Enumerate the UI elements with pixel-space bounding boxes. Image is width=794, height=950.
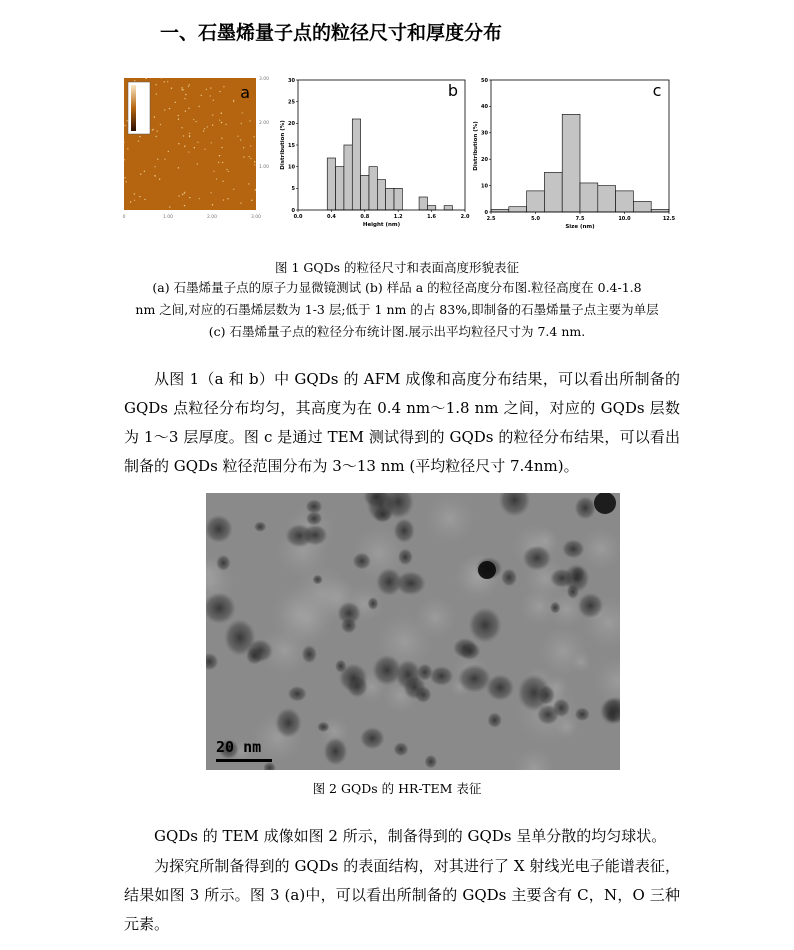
y-tick-label: 50 xyxy=(481,77,488,84)
afm-particle xyxy=(168,151,169,152)
afm-particle xyxy=(154,116,155,117)
quantum-dot xyxy=(323,737,347,765)
afm-particle xyxy=(223,86,224,87)
afm-particle xyxy=(184,145,185,146)
y-tick-label: 30 xyxy=(481,130,488,137)
quantum-dot xyxy=(317,722,330,733)
tem-background-variation xyxy=(279,591,334,646)
x-tick-label: 2.0 xyxy=(460,214,470,220)
afm-particle xyxy=(222,162,223,163)
afm-particle xyxy=(181,87,182,88)
y-tick-label: 10 xyxy=(481,183,488,190)
figure1-caption-title: 图 1 GQDs 的粒径尺寸和表面高度形貌表征 xyxy=(274,260,520,275)
dense-particle xyxy=(478,561,496,579)
dense-particle xyxy=(594,493,616,514)
afm-particle xyxy=(185,110,186,111)
bar xyxy=(336,167,344,210)
afm-particle xyxy=(189,133,190,134)
hr-tem-texture xyxy=(206,493,620,770)
afm-particle xyxy=(164,159,165,160)
afm-particle xyxy=(210,87,211,88)
quantum-dot xyxy=(288,686,307,702)
quantum-dot xyxy=(424,755,437,769)
quantum-dot xyxy=(575,707,590,721)
afm-particle xyxy=(197,142,198,143)
paragraph-afm-results: 从图 1（a 和 b）中 GQDs 的 AFM 成像和高度分布结果，可以看出所制备的 GQDs 点粒径分布均匀，其高度为在 0.4 nm～1.8 nm 之间，对应的 GQDs 层数为 1～3 层厚度。图 c 是通过 TEM 测试得到的 GQDs 的粒径分布结果，可以看出制备的 GQDs 粒径范围分布为 3～13 nm (平均粒径尺寸 7.4nm)。 xyxy=(124,370,680,475)
afm-particle xyxy=(243,156,244,157)
quantum-dot xyxy=(393,518,414,543)
figure1-caption-line2: nm 之间,对应的石墨烯层数为 1-3 层;低于 1 nm 的占 83%,即制备的石墨烯量子点主要为单层 xyxy=(135,302,659,317)
bar xyxy=(427,206,435,210)
afm-particle xyxy=(203,130,204,131)
size-distribution-chart-c xyxy=(473,78,676,230)
afm-particle xyxy=(161,77,162,78)
afm-particle xyxy=(250,145,251,146)
x-tick-label: 1.2 xyxy=(393,214,403,220)
afm-particle xyxy=(189,84,190,85)
afm-particle xyxy=(178,143,179,144)
afm-particle xyxy=(250,158,251,159)
figure1-caption-line3: (c) 石墨烯量子点的粒径分布统计图.展示出平均粒径尺寸为 7.4 nm. xyxy=(208,324,586,339)
afm-particle xyxy=(164,109,165,110)
quantum-dot xyxy=(550,602,561,614)
afm-particle xyxy=(213,171,214,172)
afm-particle xyxy=(197,163,198,164)
bar xyxy=(580,183,598,212)
panel-a-y-tick: 2.00 xyxy=(259,121,270,126)
afm-particle xyxy=(251,200,252,201)
x-axis-label: Size (nm) xyxy=(565,224,595,230)
afm-particle xyxy=(240,202,241,203)
afm-particle xyxy=(127,148,128,149)
afm-particle xyxy=(169,206,170,207)
afm-particle xyxy=(188,86,189,87)
afm-particle xyxy=(193,119,194,120)
afm-particle xyxy=(156,93,157,94)
y-tick-label: 20 xyxy=(481,157,488,163)
afm-particle xyxy=(126,181,127,182)
quantum-dot xyxy=(564,564,590,593)
quantum-dot xyxy=(367,597,378,610)
scale-bar-label: 20 nm xyxy=(216,738,262,756)
afm-particle xyxy=(188,108,189,109)
quantum-dot xyxy=(403,675,426,700)
quantum-dot xyxy=(469,607,502,643)
afm-particle xyxy=(248,183,249,184)
panel-a-y-tick: 3.00 xyxy=(259,77,270,82)
y-tick-label: 40 xyxy=(481,104,488,111)
bar xyxy=(598,186,616,212)
afm-particle xyxy=(221,138,222,139)
afm-particle xyxy=(242,112,243,113)
afm-particle xyxy=(204,149,205,150)
afm-particle xyxy=(233,101,234,102)
afm-particle xyxy=(156,130,157,131)
afm-particle xyxy=(233,100,234,101)
afm-particle xyxy=(126,120,127,121)
afm-particle xyxy=(237,136,238,137)
afm-particle xyxy=(184,205,185,206)
afm-particle xyxy=(204,128,205,129)
figure-1 xyxy=(118,72,688,242)
afm-particle xyxy=(254,164,255,165)
quantum-dot xyxy=(302,524,328,545)
panel-a-x-tick: 0 xyxy=(122,215,126,220)
bar xyxy=(419,197,427,210)
quantum-dot xyxy=(396,571,426,595)
quantum-dot xyxy=(487,712,502,728)
afm-particle xyxy=(140,173,141,174)
afm-particle xyxy=(124,125,125,126)
quantum-dot xyxy=(341,618,357,634)
panel-label: c xyxy=(652,81,662,100)
afm-particle xyxy=(182,89,183,90)
afm-particle xyxy=(221,113,222,114)
tem-background-variation xyxy=(425,493,475,543)
bar xyxy=(377,180,385,210)
bar xyxy=(633,201,651,212)
afm-particle xyxy=(228,171,229,172)
y-tick-label: 15 xyxy=(288,142,295,149)
afm-particle xyxy=(160,124,161,125)
afm-particle xyxy=(227,198,228,199)
afm-particle xyxy=(178,167,179,168)
afm-particle xyxy=(134,80,135,81)
afm-particle xyxy=(221,122,222,123)
x-tick-label: 2.5 xyxy=(486,216,496,222)
bar xyxy=(352,119,360,210)
afm-particle xyxy=(189,136,190,137)
quantum-dot xyxy=(353,552,372,569)
x-tick-label: 12.5 xyxy=(662,216,676,222)
afm-particle xyxy=(134,200,135,201)
quantum-dot xyxy=(372,655,401,686)
hr-tem-image xyxy=(206,493,620,770)
afm-particle xyxy=(139,196,140,197)
bar xyxy=(369,167,377,210)
afm-particle xyxy=(255,189,256,190)
afm-particle xyxy=(194,147,195,148)
quantum-dot xyxy=(275,708,302,738)
afm-particle xyxy=(223,199,224,200)
x-tick-label: 0.4 xyxy=(326,214,336,220)
panel-label: b xyxy=(447,81,459,100)
figure2-caption: 图 2 GQDs 的 HR-TEM 表征 xyxy=(312,781,482,796)
section-heading: 一、石墨烯量子点的粒径尺寸和厚度分布 xyxy=(160,22,503,44)
afm-particle xyxy=(159,178,160,179)
quantum-dot xyxy=(552,698,570,717)
quantum-dot xyxy=(522,545,551,571)
bar xyxy=(444,206,452,210)
y-axis-label: Distribution (%) xyxy=(280,120,286,170)
afm-particle xyxy=(218,162,219,163)
y-axis-label: Distribution (%) xyxy=(473,121,479,171)
quantum-dot xyxy=(393,742,408,756)
afm-particle xyxy=(130,201,131,202)
y-tick-label: 25 xyxy=(288,99,295,106)
bar xyxy=(509,207,527,212)
quantum-dot xyxy=(562,539,585,558)
quantum-dot xyxy=(360,727,385,749)
afm-particle xyxy=(157,159,158,160)
afm-particle xyxy=(226,169,227,170)
x-tick-label: 7.5 xyxy=(575,216,585,222)
bar xyxy=(327,158,335,210)
y-tick-label: 0 xyxy=(484,209,488,216)
quantum-dot xyxy=(216,555,230,571)
afm-particle xyxy=(182,194,183,195)
quantum-dot xyxy=(459,642,481,661)
tem-background-variation xyxy=(538,626,588,676)
figure1-caption-line1: (a) 石墨烯量子点的原子力显微镜测试 (b) 样品 a 的粒径高度分布图.粒径高度在 0.4-1.8 xyxy=(152,280,642,295)
afm-particle xyxy=(240,139,241,140)
afm-particle xyxy=(183,135,184,136)
afm-particle xyxy=(199,198,200,199)
x-tick-label: 0.8 xyxy=(360,214,370,220)
bar xyxy=(344,145,352,210)
panel-a-x-tick: 1.00 xyxy=(162,215,174,220)
afm-particle xyxy=(184,192,185,193)
afm-particle xyxy=(201,95,202,96)
afm-particle xyxy=(123,142,124,143)
afm-particle xyxy=(145,78,146,79)
y-tick-label: 10 xyxy=(288,164,295,171)
x-tick-label: 0.0 xyxy=(293,214,303,220)
bar xyxy=(394,188,402,210)
quantum-dot xyxy=(574,496,596,519)
afm-particle xyxy=(144,199,145,200)
quantum-dot xyxy=(254,521,266,531)
afm-particle xyxy=(206,89,207,90)
afm-particle xyxy=(212,114,213,115)
x-tick-label: 1.6 xyxy=(427,214,437,220)
afm-particle xyxy=(254,161,255,162)
afm-particle xyxy=(163,81,164,82)
afm-particle xyxy=(233,189,234,190)
afm-particle xyxy=(222,181,223,182)
afm-particle xyxy=(207,126,208,127)
afm-particle xyxy=(155,84,156,85)
tem-background-variation xyxy=(414,596,456,638)
y-tick-label: 20 xyxy=(288,121,295,128)
afm-image-panel-a xyxy=(123,76,270,220)
afm-particle xyxy=(124,177,125,178)
panel-a-x-tick: 3.00 xyxy=(250,215,262,220)
bar xyxy=(527,191,545,212)
bar xyxy=(616,191,634,212)
scale-bar xyxy=(216,759,272,762)
quantum-dot xyxy=(339,663,368,692)
y-tick-label: 30 xyxy=(288,77,295,84)
afm-particle xyxy=(221,147,222,148)
panel-a-y-tick: 1.00 xyxy=(259,165,270,170)
afm-particle xyxy=(219,91,220,92)
afm-particle xyxy=(243,147,244,148)
afm-particle xyxy=(213,100,214,101)
quantum-dot xyxy=(429,666,453,686)
afm-particle xyxy=(153,129,154,130)
afm-particle xyxy=(156,136,157,137)
quantum-dot xyxy=(398,548,413,565)
height-distribution-chart-b xyxy=(280,78,470,228)
quantum-dot xyxy=(458,664,492,693)
afm-particle xyxy=(178,115,179,116)
quantum-dot xyxy=(312,575,322,585)
afm-particle xyxy=(249,120,250,121)
bar xyxy=(386,188,394,210)
afm-particle xyxy=(139,136,140,137)
afm-particle xyxy=(225,124,226,125)
quantum-dot xyxy=(224,619,256,656)
afm-particle xyxy=(181,127,182,128)
afm-particle xyxy=(196,121,197,122)
x-tick-label: 5.0 xyxy=(531,216,540,222)
afm-particle xyxy=(124,159,125,160)
quantum-dot xyxy=(373,506,393,522)
afm-particle xyxy=(178,195,179,196)
afm-particle xyxy=(167,81,168,82)
afm-particle xyxy=(175,102,176,103)
panel-a-label: a xyxy=(240,83,250,102)
paragraph-xps-intro: 为探究所制备得到的 GQDs 的表面结构，对其进行了 X 射线光电子能谱表征，结果如图 3 所示。图 3 (a)中，可以看出所制备的 GQDs 主要含有 C，N，O 三种元素。 xyxy=(124,857,680,933)
panel-a-x-tick: 2.00 xyxy=(206,215,218,220)
afm-particle xyxy=(171,87,172,88)
afm-particle xyxy=(211,142,212,143)
afm-particle xyxy=(185,94,186,95)
afm-particle xyxy=(198,106,199,107)
afm-particle xyxy=(178,119,179,120)
afm-particle xyxy=(188,151,189,152)
afm-particle xyxy=(154,175,155,176)
afm-particle xyxy=(144,171,145,172)
bar xyxy=(544,172,562,212)
quantum-dot xyxy=(517,674,550,712)
afm-particle xyxy=(154,166,155,167)
y-tick-label: 0 xyxy=(291,207,295,214)
afm-particle xyxy=(134,193,135,194)
afm-particle xyxy=(210,192,211,193)
afm-particle xyxy=(184,98,185,99)
afm-particle xyxy=(212,124,213,125)
afm-particle xyxy=(138,140,139,141)
y-tick-label: 5 xyxy=(291,186,295,193)
afm-particle xyxy=(219,120,220,121)
afm-particle xyxy=(189,197,190,198)
afm-particle xyxy=(169,108,170,109)
afm-particle xyxy=(216,178,217,179)
afm-particle xyxy=(183,89,184,90)
afm-colorbar xyxy=(131,85,136,131)
quantum-dot xyxy=(306,511,323,526)
quantum-dot xyxy=(302,645,317,663)
bar xyxy=(562,114,580,212)
quantum-dot xyxy=(577,593,603,619)
afm-particle xyxy=(249,156,250,157)
afm-particle xyxy=(219,155,220,156)
bar xyxy=(361,175,369,210)
quantum-dot xyxy=(501,568,517,586)
x-axis-label: Height (nm) xyxy=(362,222,401,228)
paragraph-tem-results: GQDs 的 TEM 成像如图 2 所示，制备得到的 GQDs 呈单分散的均匀球状。 xyxy=(154,827,667,845)
x-tick-label: 10.0 xyxy=(618,216,631,222)
afm-particle xyxy=(212,204,213,205)
afm-particle xyxy=(253,136,254,137)
afm-particle xyxy=(241,123,242,124)
afm-particle xyxy=(209,95,210,96)
